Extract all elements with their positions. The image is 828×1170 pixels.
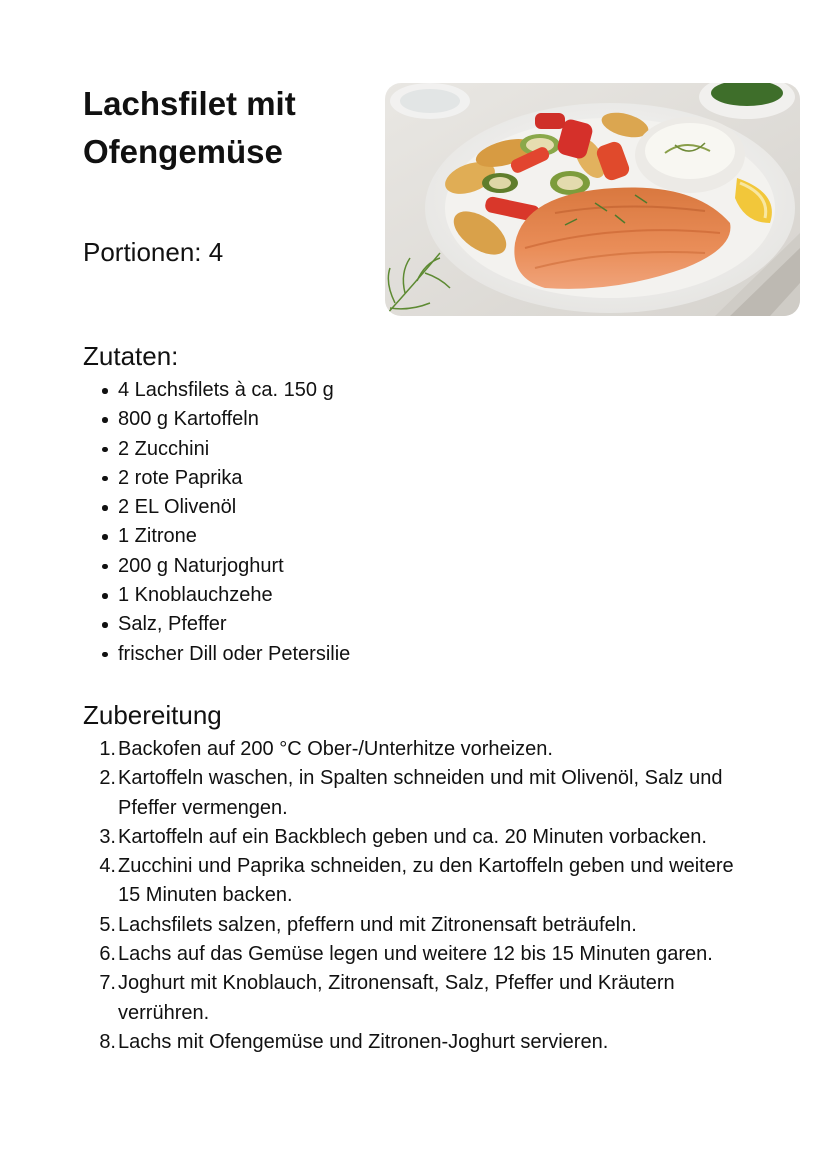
step-text: Kartoffeln auf ein Backblech geben und ca. 20 Minuten vorbacken. <box>118 825 707 848</box>
ingredient-item: 2 Zucchini <box>118 435 350 464</box>
recipe-title: Lachsfilet mit Ofengemüse <box>83 85 296 170</box>
step-item <box>99 823 748 852</box>
step-text: Lachs mit Ofengemüse und Zitronen-Joghurt servieren. <box>118 1030 609 1053</box>
ingredient-item: 200 g Naturjoghurt <box>118 552 350 581</box>
ingredient-item: Salz, Pfeffer <box>118 610 350 639</box>
step-text: Kartoffeln waschen, in Spalten schneiden und mit Olivenöl, Salz und Pfeffer vermengen. <box>118 767 723 819</box>
ingredient-item: 1 Zitrone <box>118 522 350 551</box>
ingredient-list <box>118 376 350 669</box>
step-number: 5. <box>99 913 116 936</box>
ingredient-item: 2 rote Paprika <box>118 464 350 493</box>
step-number: 6. <box>99 943 116 966</box>
ingredient-item: 800 g Kartoffeln <box>118 405 350 434</box>
step-text: Lachsfilets salzen, pfeffern und mit Zitronensaft beträufeln. <box>118 913 637 936</box>
steps-heading: Zubereitung <box>83 700 222 730</box>
ingredient-item: 1 Knoblauchzehe <box>118 581 350 610</box>
step-item <box>99 969 748 1028</box>
step-item <box>99 735 748 764</box>
step-text: Joghurt mit Knoblauch, Zitronensaft, Salz, Pfeffer und Kräutern verrühren. <box>118 972 675 1024</box>
step-number: 1. <box>99 738 116 760</box>
ingredient-item: 4 Lachsfilets à ca. 150 g <box>118 376 350 405</box>
ingredients-heading: Zutaten: <box>83 341 179 371</box>
step-number: 4. <box>99 855 116 878</box>
step-item <box>99 940 748 969</box>
step-number: 2. <box>99 767 116 790</box>
step-item <box>99 1028 748 1057</box>
step-number: 3. <box>99 825 116 848</box>
ingredient-item: 2 EL Olivenöl <box>118 493 350 522</box>
step-item <box>99 764 748 823</box>
servings-label: Portionen: 4 <box>83 237 224 267</box>
dish-photo <box>385 83 800 316</box>
step-number: 8. <box>99 1030 116 1053</box>
step-text: Zucchini und Paprika schneiden, zu den Kartoffeln geben und weitere 15 Minuten backen. <box>118 855 734 907</box>
ingredient-item: frischer Dill oder Petersilie <box>118 640 350 669</box>
step-text: Lachs auf das Gemüse legen und weitere 12 bis 15 Minuten garen. <box>118 943 713 966</box>
step-text: Backofen auf 200 °C Ober-/Unterhitze vorheizen. <box>118 738 553 760</box>
step-item <box>99 911 748 940</box>
step-list <box>99 735 748 1057</box>
step-number: 7. <box>99 972 116 995</box>
step-item <box>99 852 748 911</box>
